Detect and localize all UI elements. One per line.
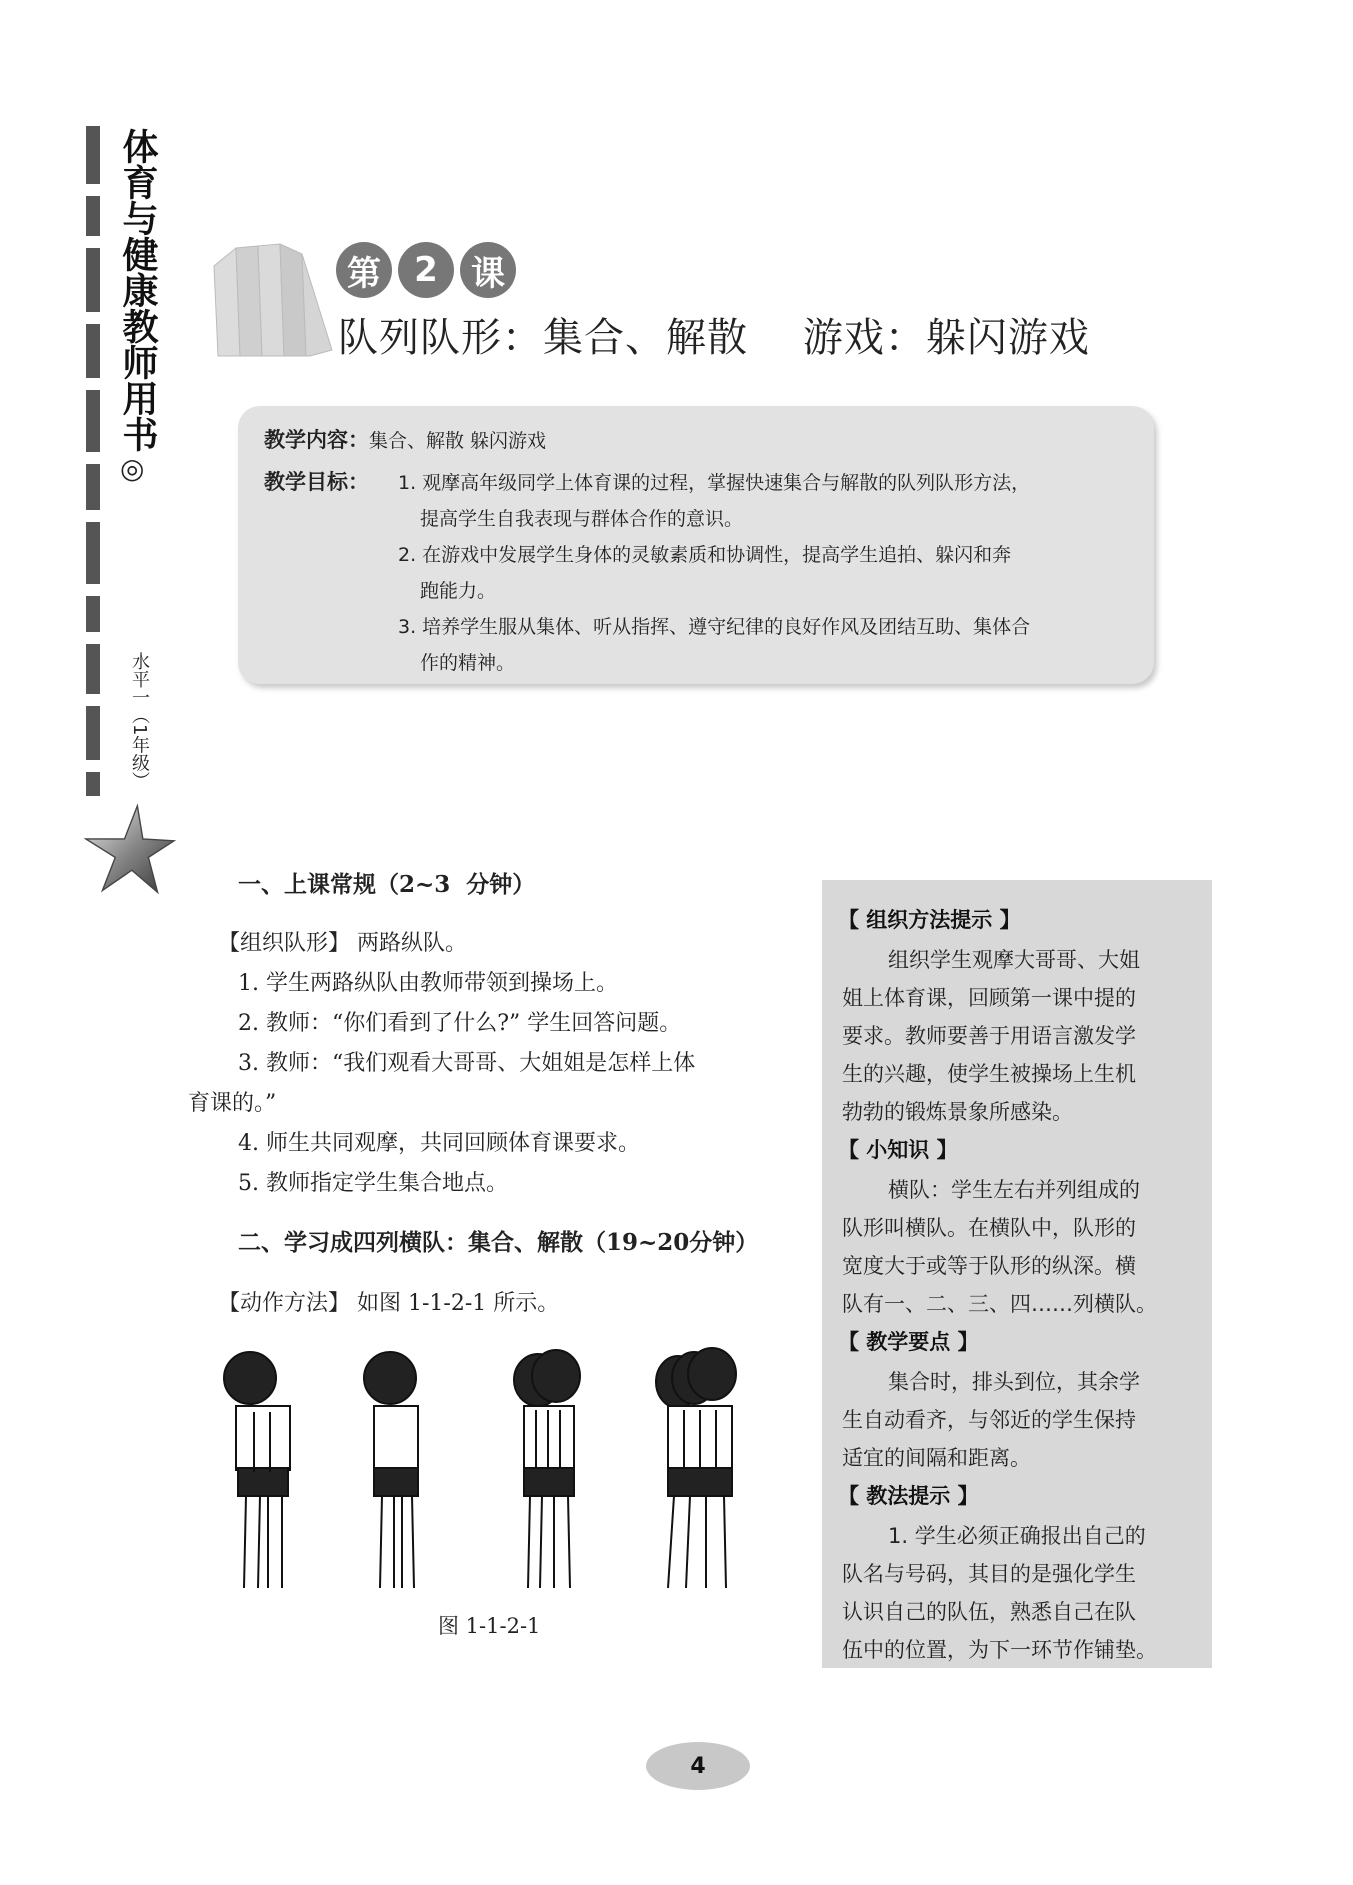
circle-mark: ◎ <box>120 452 145 485</box>
body-line: 4. 师生共同观摩，共同回顾体育课要求。 <box>238 1131 640 1156</box>
goal-line: 提高学生自我表现与群体合作的意识。 <box>420 508 744 530</box>
books-icon <box>206 238 336 360</box>
goal-line: 3. 培养学生服从集体、听从指挥、遵守纪律的良好作风及团结互助、集体合 <box>398 616 1031 638</box>
section2-heading: 二、学习成四列横队：集合、解散（19~20分钟） <box>238 1229 759 1256</box>
tips-sidebar <box>822 880 1212 1668</box>
lesson-title: 队列队形：集合、解散 游戏：躲闪游戏 <box>338 315 1090 361</box>
content-row <box>264 424 546 454</box>
body-line: 育课的。” <box>188 1091 277 1116</box>
lesson-char: 2 <box>398 242 454 298</box>
goal-line: 跑能力。 <box>420 580 497 602</box>
figure-group-4 <box>656 1348 736 1588</box>
sidebar-line: 队形叫横队。在横队中，队形的 <box>842 1216 1136 1240</box>
star-icon <box>84 804 176 896</box>
sidebar-line: 横队：学生左右并列组成的 <box>888 1178 1140 1202</box>
sidebar-line: 1. 学生必须正确报出自己的 <box>888 1524 1146 1548</box>
lesson-char: 课 <box>460 242 516 298</box>
sidebar-heading: 【 教学要点 】 <box>838 1330 979 1354</box>
lesson-number <box>336 240 516 300</box>
sidebar-heading: 【 教法提示 】 <box>838 1484 979 1508</box>
spine-decoration <box>86 126 104 796</box>
sidebar-line: 姐上体育课，回顾第一课中提的 <box>842 986 1136 1010</box>
content-text: 集合、解散 躲闪游戏 <box>369 430 547 452</box>
sidebar-line: 集合时，排头到位，其余学 <box>888 1370 1140 1394</box>
goal-label: 教学目标： <box>264 470 369 494</box>
figure-group-1 <box>224 1352 290 1588</box>
grade-level: 水平一（1年级） <box>129 652 150 790</box>
page-number: 4 <box>646 1742 750 1790</box>
goal-label-row <box>264 466 369 496</box>
goal-line: 2. 在游戏中发展学生身体的灵敏素质和协调性，提高学生追拍、躲闪和奔 <box>398 544 1012 566</box>
body-line: 2. 教师：“你们看到了什么?” 学生回答问题。 <box>238 1011 682 1036</box>
figure-group-3 <box>514 1350 580 1588</box>
goal-line: 作的精神。 <box>420 652 516 674</box>
body-line: 5. 教师指定学生集合地点。 <box>238 1171 508 1196</box>
section1-heading: 一、上课常规（2~3 分钟） <box>238 871 536 898</box>
sidebar-line: 生的兴趣，使学生被操场上生机 <box>842 1062 1136 1086</box>
sidebar-line: 伍中的位置，为下一环节作铺垫。 <box>842 1638 1157 1662</box>
sidebar-line: 队有一、二、三、四……列横队。 <box>842 1292 1157 1316</box>
goal-line: 1. 观摩高年级同学上体育课的过程，掌握快速集合与解散的队列队形方法， <box>398 472 1031 494</box>
sidebar-heading: 【 组织方法提示 】 <box>838 908 1021 932</box>
sidebar-line: 生自动看齐，与邻近的学生保持 <box>842 1408 1136 1432</box>
body-line: 1. 学生两路纵队由教师带领到操场上。 <box>238 971 618 996</box>
body-line: 【动作方法】 如图 1-1-2-1 所示。 <box>218 1291 560 1316</box>
content-label: 教学内容： <box>264 428 369 452</box>
book-title: 体育与健康教师用书 <box>117 128 159 452</box>
body-line: 【组织队形】 两路纵队。 <box>218 931 467 956</box>
sidebar-line: 勃勃的锻炼景象所感染。 <box>842 1100 1073 1124</box>
sidebar-line: 认识自己的队伍，熟悉自己在队 <box>842 1600 1136 1624</box>
figure-group-2 <box>364 1352 418 1588</box>
formation-figure <box>210 1340 782 1600</box>
sidebar-line: 队名与号码，其目的是强化学生 <box>842 1562 1136 1586</box>
sidebar-line: 组织学生观摩大哥哥、大姐 <box>888 948 1140 972</box>
sidebar-line: 要求。教师要善于用语言激发学 <box>842 1024 1136 1048</box>
sidebar-line: 宽度大于或等于队形的纵深。横 <box>842 1254 1136 1278</box>
objectives-box <box>238 406 1154 684</box>
lesson-char: 第 <box>336 242 392 298</box>
sidebar-line: 适宜的间隔和距离。 <box>842 1446 1031 1470</box>
figure-caption: 图 1-1-2-1 <box>438 1614 541 1638</box>
sidebar-heading: 【 小知识 】 <box>838 1138 958 1162</box>
body-line: 3. 教师：“我们观看大哥哥、大姐姐是怎样上体 <box>238 1051 696 1076</box>
